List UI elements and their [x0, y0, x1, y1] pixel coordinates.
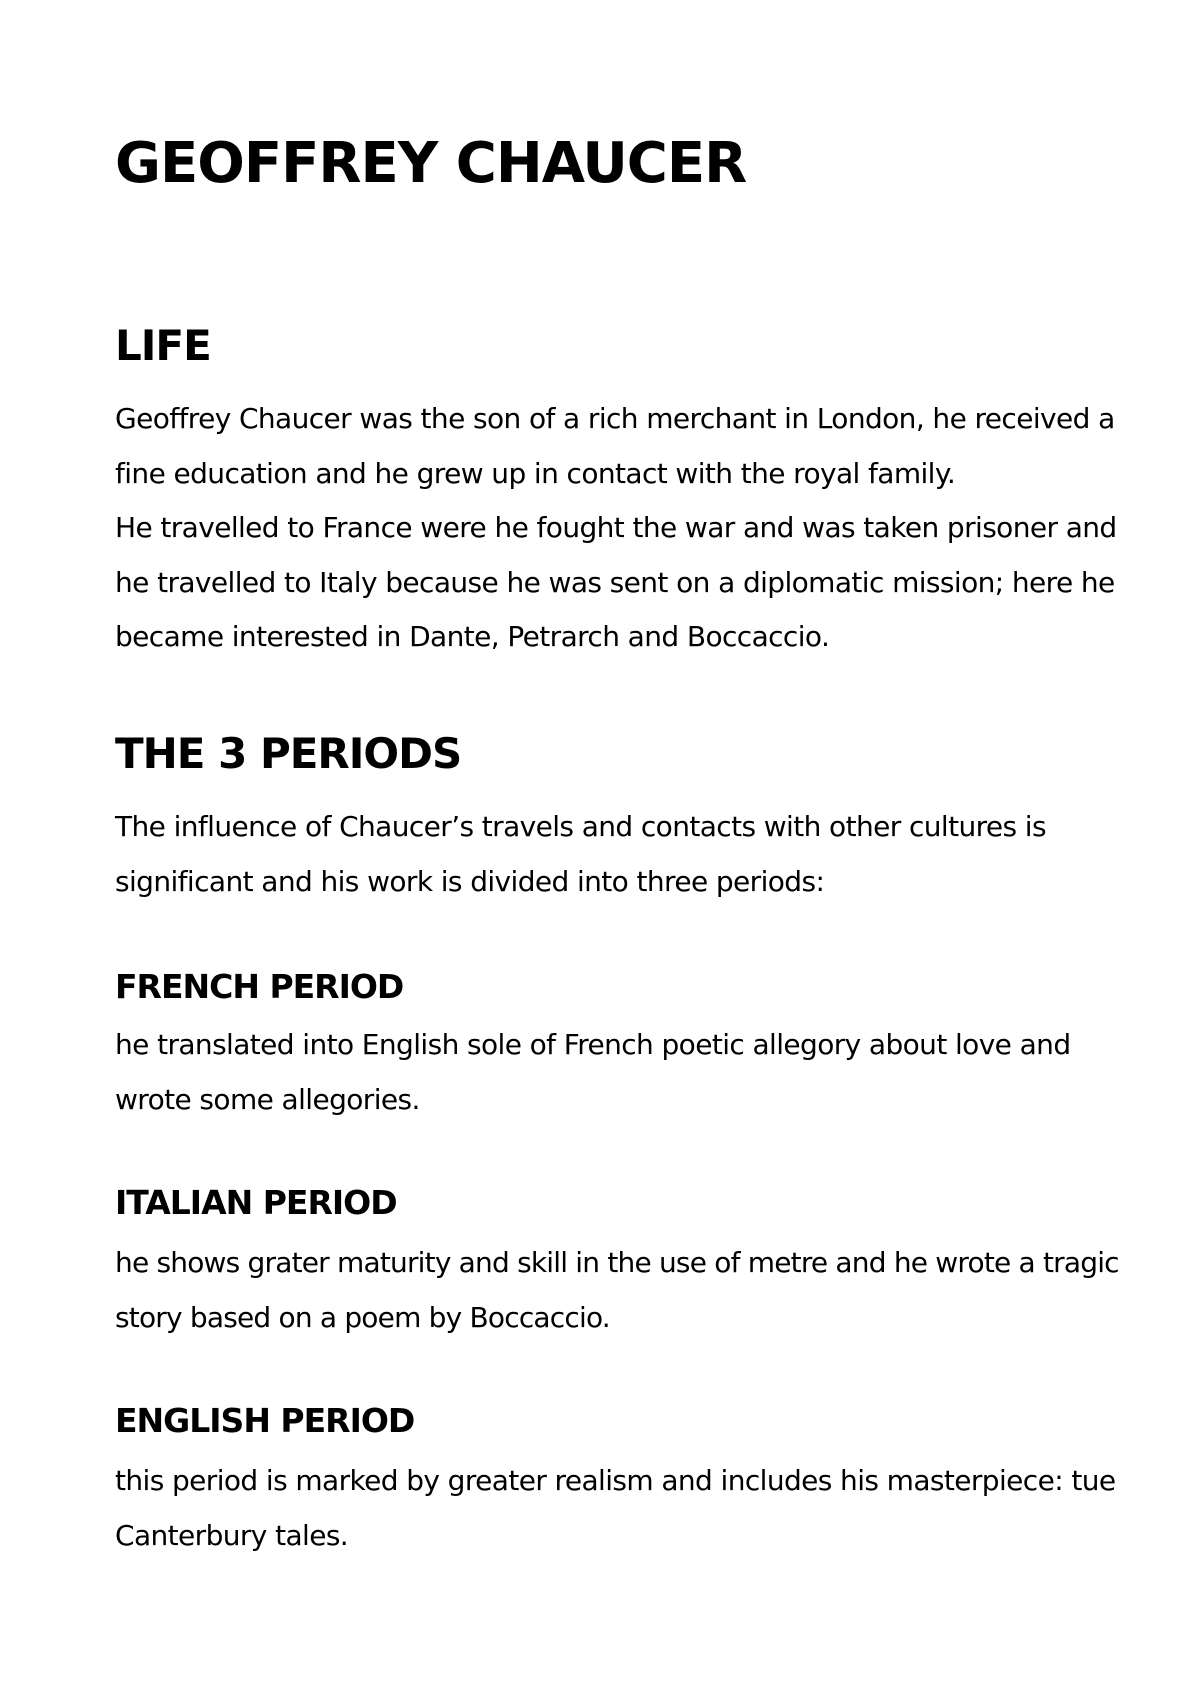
periods-intro-line: The influence of Chaucer’s travels and contacts with other cultures is: [115, 810, 1046, 843]
life-line: fine education and he grew up in contact with the royal family.: [115, 456, 956, 490]
life-line: Geoffrey Chaucer was the son of a rich merchant in London, he received a: [115, 402, 1115, 435]
periods-intro-paragraph: [115, 800, 1125, 909]
french-period-line: he translated into English sole of French poetic allegory about love and: [115, 1028, 1071, 1061]
italian-period-heading: ITALIAN PERIOD: [115, 1183, 397, 1222]
periods-heading: THE 3 PERIODS: [115, 729, 462, 778]
italian-period-line: he shows grater maturity and skill in the use of metre and he wrote a tragic: [115, 1246, 1119, 1279]
english-period-paragraph: [115, 1454, 1125, 1563]
life-line: he travelled to Italy because he was sent on a diplomatic mission; here he: [115, 565, 1115, 599]
life-line: He travelled to France were he fought the war and was taken prisoner and: [115, 511, 1117, 544]
italian-period-paragraph: [115, 1236, 1125, 1345]
french-period-line: wrote some allegories.: [115, 1082, 420, 1116]
periods-intro-line: significant and his work is divided into three periods:: [115, 864, 825, 898]
french-period-heading: FRENCH PERIOD: [115, 967, 404, 1006]
page-title: GEOFFREY CHAUCER: [115, 131, 747, 196]
english-period-line: this period is marked by greater realism and includes his masterpiece: tue: [115, 1464, 1116, 1497]
english-period-line: Canterbury tales.: [115, 1518, 349, 1552]
italian-period-line: story based on a poem by Boccaccio.: [115, 1300, 610, 1334]
french-period-paragraph: [115, 1018, 1125, 1127]
life-paragraph: [115, 392, 1125, 665]
english-period-heading: ENGLISH PERIOD: [115, 1401, 415, 1440]
life-line: became interested in Dante, Petrarch and Boccaccio.: [115, 620, 830, 653]
life-heading: LIFE: [115, 321, 211, 370]
